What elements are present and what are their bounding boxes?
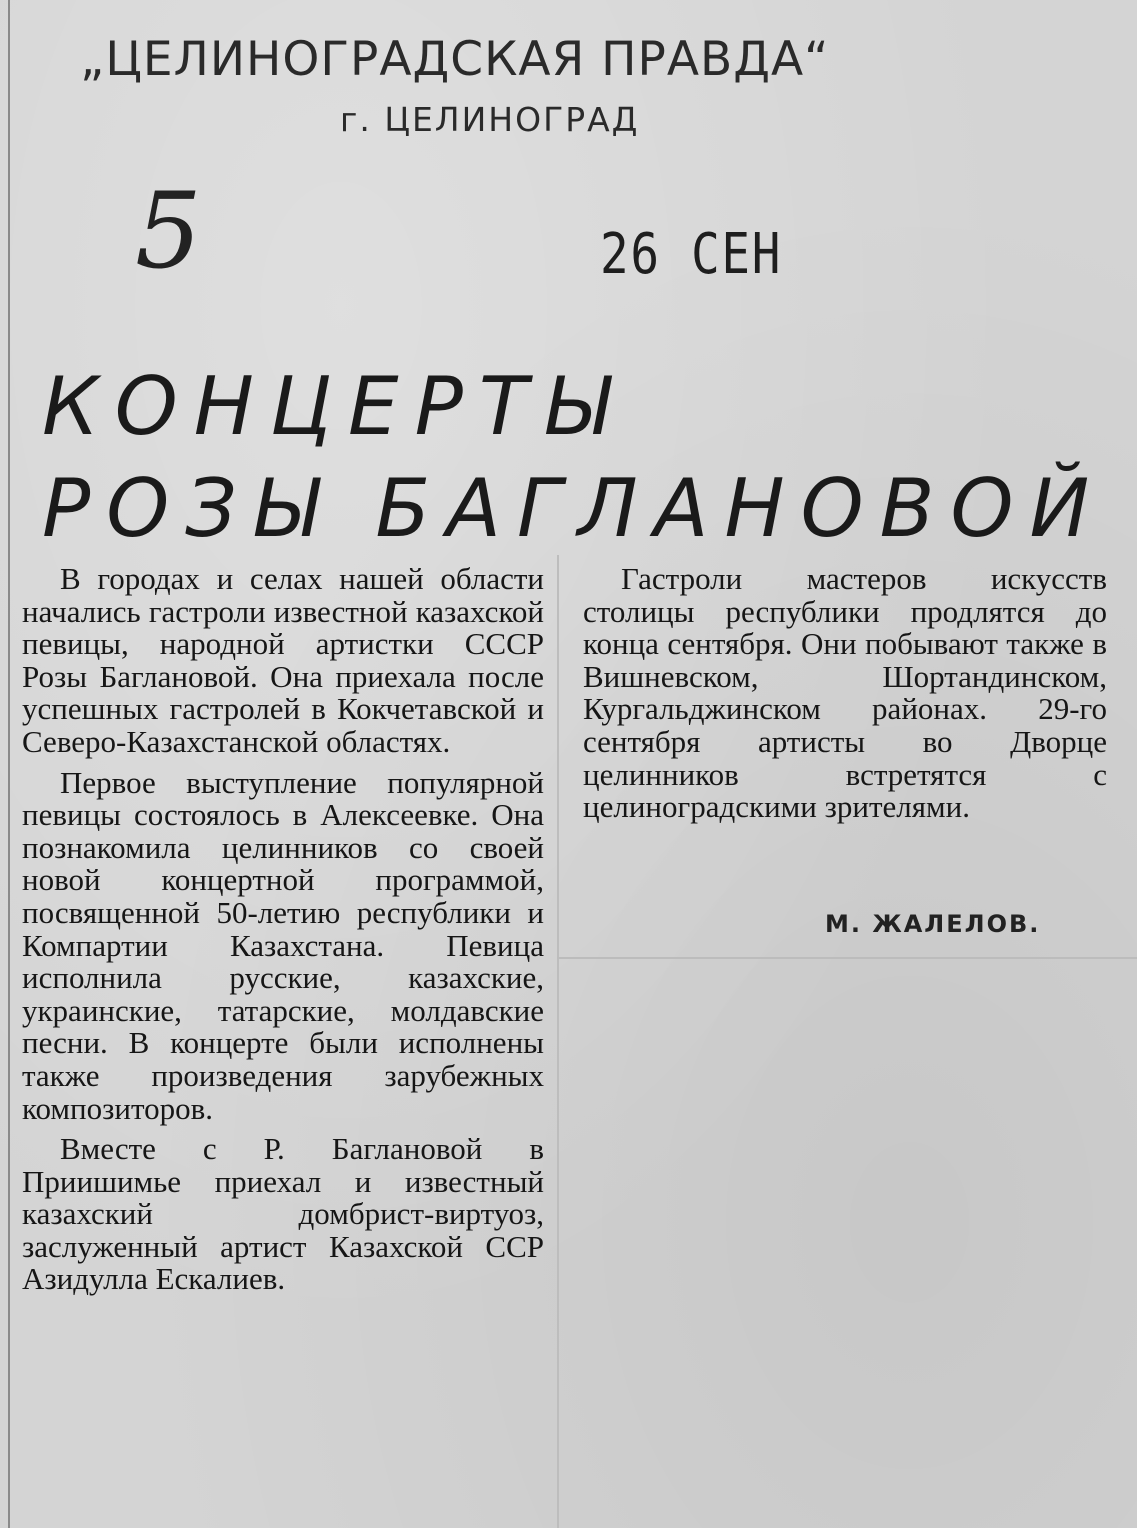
article-author: М. ЖАЛЕЛОВ. xyxy=(825,910,1041,938)
newspaper-name: „ЦЕЛИНОГРАДСКАЯ ПРАВДА“ xyxy=(80,32,830,87)
paragraph: Первое выступление популярной певицы состоялось в Алексеевке. Она познакомила целинников со своей новой концертной программой, посвященной 50-летию республики и Компартии Казахстана. Певица исполнила русские, казахские, украинские, татарские, молдавские песни. В концерте были исполнены также произведения зарубежных композиторов. xyxy=(22,764,544,1126)
article-right-column xyxy=(583,563,1107,832)
article-left-column xyxy=(22,563,544,1304)
headline-line-1: КОНЦЕРТЫ xyxy=(42,360,626,453)
newspaper-city: г. ЦЕЛИНОГРАД xyxy=(340,100,640,139)
fold-line-horizontal xyxy=(557,957,1137,959)
clipping-edge xyxy=(8,0,10,1528)
handwritten-number: 5 xyxy=(135,170,202,292)
paragraph: Вместе с Р. Баглановой в Приишимье приехал и известный казахский домбрист-виртуоз, заслуженный артист Казахской ССР Азидулла Ескалиев. xyxy=(22,1131,544,1297)
paragraph: В городах и селах нашей области начались гастроли известной казахской певицы, народной артистки СССР Розы Баглановой. Она приехала после успешных гастролей в Кокчетавской и Северо-Казахстанской областях. xyxy=(22,561,544,759)
date-stamp: 26 СЕН xyxy=(600,222,783,287)
fold-line-vertical xyxy=(557,555,559,1528)
paragraph: Гастроли мастеров искусств столицы республики продлятся до конца сентября. Они побывают также в Вишневском, Шортандинском, Кургальджинском районах. 29-го сентября артисты во Дворце целинников встретятся с целиноградскими зрителями. xyxy=(583,561,1107,825)
headline-line-2: РОЗЫ БАГЛАНОВОЙ xyxy=(42,462,1106,555)
